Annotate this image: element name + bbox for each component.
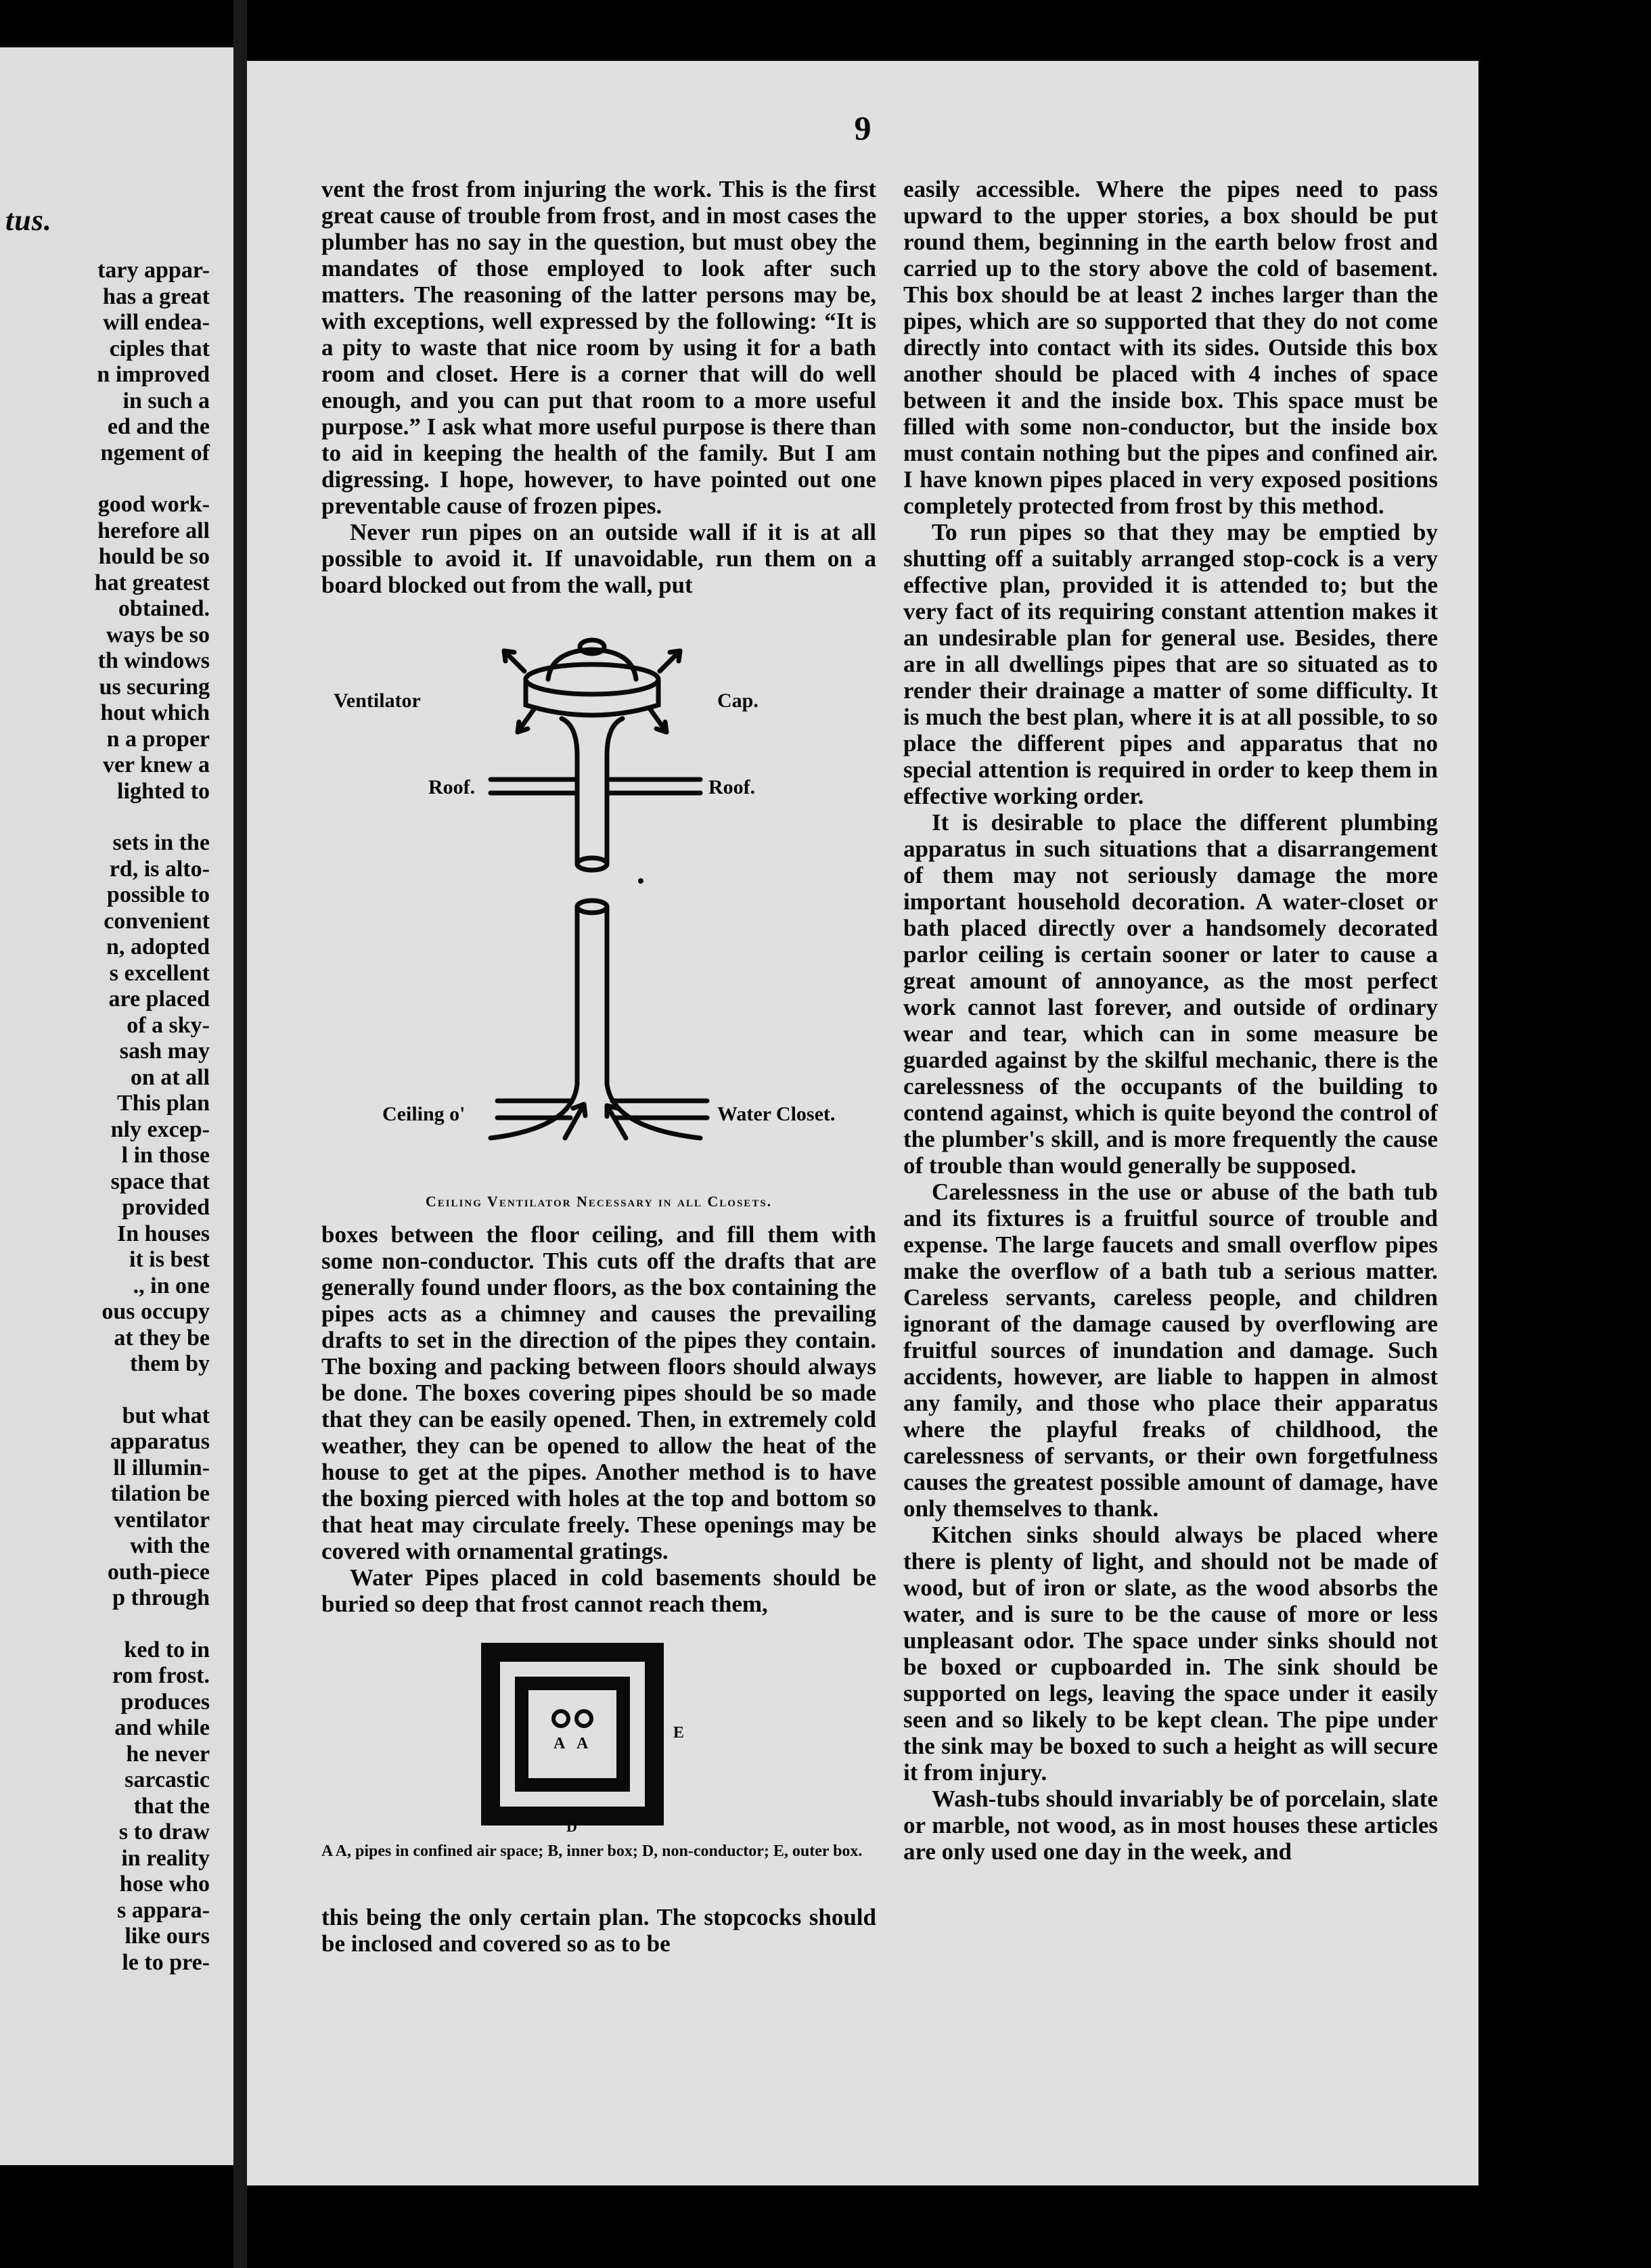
left-text-line: rom frost. [112,1663,210,1688]
left-lines [0,258,230,1976]
left-text-line: ed and the [107,414,210,439]
left-text-line: s appara- [117,1897,210,1923]
label-ceiling: Ceiling o' [382,1103,466,1125]
left-text-line: possible to [106,882,210,907]
paragraph: vent the frost from injuring the work. This is the first great cause of trouble from frost, and in most cases the plumber has no say in the question, but must obey the mandates of those employed to look after such matters. The reasoning of the latter persons may be, with exceptions, well expressed by the following: “It is a pity to waste that nice room by using it for a bath room and closet. Here is a corner that will do well enough, and you can put that room to a more useful purpose.” I ask what more useful purpose is there than to aid in keeping the health of the family. But I am digressing. I hope, however, to have pointed out one preventable cause of frozen pipes. [321,176,876,519]
pipe-flare-left [491,1084,577,1138]
left-text-line: ll illumin- [113,1455,210,1480]
left-text-line: will endea- [103,310,210,335]
left-text-line: it is best [129,1247,210,1272]
label-water-closet: Water Closet. [717,1103,836,1125]
left-text-line: and while [114,1715,210,1740]
left-text-line: s to draw [118,1819,210,1844]
left-text-line: n, adopted [106,934,210,959]
label-e: E [673,1724,685,1742]
paragraph: Wash-tubs should invariably be of porcelain, slate or marble, not wood, as in most houses these articles are only used one day in the week, and [903,1786,1438,1865]
pipe-box-diagram [321,1636,876,1832]
label-a-left: A [553,1735,566,1752]
left-text-line: he never [126,1741,210,1767]
left-text-line: ciples that [109,336,210,361]
left-text-line: them by [129,1351,210,1376]
left-text-line: produces [120,1689,210,1715]
left-text-line: ked to in [124,1637,210,1662]
left-text-line: tilation be [110,1481,210,1506]
paragraph: boxes between the floor ceiling, and fill them with some non-conductor. This cuts off the drafts that are generally found under floors, as the box containing the pipes acts as a chimney and causes the prevailing drafts to set in the direction of the pipes they contain. The boxing and packing between floors should always be done. The boxes covering pipes should be so made that they can be easily opened. Then, in extremely cold weather, they can be opened to allow the heat of the house to get at the pipes. Another method is to have the boxing pierced with holes at the top and bottom so that heat may circulate freely. These openings may be covered with ornamental gratings. [321,1221,876,1564]
paragraph: Never run pipes on an outside wall if it is at all possible to avoid it. If unavoidable, run them on a board blocked out from the wall, put [321,519,876,598]
column-left [321,176,876,1957]
figure-caption: A A, pipes in confined air space; B, inner box; D, non-conductor; E, outer box. [321,1842,863,1860]
label-cap: Cap. [717,689,759,712]
paragraph: To run pipes so that they may be emptied by shutting off a suitably arranged stop-cock is a very effective plan, provided it is attended to; but the very fact of its requiring constant attention makes it an undesirable plan for general use. Besides, there are in all dwellings pipes that are so situated as to render their drainage a matter of some difficulty. It is much the best plan, where it is at all possible, to so place the different pipes and apparatus that no special attention is required in order to keep them in effective working order. [903,519,1438,809]
left-text-line: sash may [119,1039,210,1064]
page-number: 9 [854,109,872,147]
lower-pipe-end [577,901,607,913]
air-space [528,1690,616,1778]
left-text-line: like ours [125,1924,210,1949]
label-roof-left: Roof. [428,776,476,798]
neck-left [562,719,577,756]
line-gap [0,1378,230,1403]
line-gap [0,466,230,492]
cap-knob [580,640,604,654]
label-roof-right: Roof. [708,776,756,798]
left-text-line: ., in one [133,1273,210,1298]
left-text-line: n a proper [106,726,210,752]
left-text-line: ous occupy [101,1299,210,1324]
paragraph: Kitchen sinks should always be placed where there is plenty of light, and should not be made of wood, but of iron or slate, as the wood absorbs the water, and is sure to be the cause of more or less unpleasant odor. The space under sinks should not be boxed or cupboarded in. The sink should be supported on legs, leaving the space under it easily seen and so likely to be kept clean. The pipe under the sink may be boxed to such a height as will secure it from injury. [903,1522,1438,1786]
label-a-right: A [576,1735,589,1752]
left-text-line: rd, is alto- [109,856,210,882]
left-text-line: tary appar- [97,258,210,283]
left-text-line: ventilator [114,1507,210,1533]
figure-caption: Ceiling Ventilator Necessary in all Closets. [425,1193,773,1210]
ventilator-body [526,679,658,715]
left-text-line: hose who [119,1872,210,1897]
left-text-line: on at all [130,1064,210,1090]
left-column-fragment [0,47,230,1976]
left-text-line: ngement of [100,440,210,466]
left-text-line: at they be [114,1325,210,1351]
paragraph: Carelessness in the use or abuse of the bath tub and its fixtures is a fruitful source of trouble and expense. The large faucets and small overflow pipes make the overflow of a bath tub a serious matter. Careless servants, careless people, and children ignorant of the damage caused by overflowing are fruitful sources of inundation and damage. Such accidents, however, are liable to happen in almost any family, and those who place their apparatus where the playful freaks of childhood, the carelessness of servants, or their own forgetfulness causes the greatest possible amount of damage, have only themselves to thank. [903,1179,1438,1522]
left-text-line: In houses [116,1221,210,1246]
left-text-line: good work- [97,492,210,517]
paragraph: Water Pipes placed in cold basements should be buried so deep that frost cannot reach them, [321,1564,876,1617]
upper-pipe-end [577,858,607,870]
left-text-line: outh-piece [107,1559,210,1585]
left-text-line: p through [112,1585,210,1610]
left-text-line: convenient [104,908,210,934]
left-text-line: n improved [97,362,210,387]
ceiling-ventilator-figure [321,624,876,1185]
line-gap [0,1612,230,1637]
left-text-line: lighted to [117,778,210,804]
left-text-line: obtained. [118,596,210,621]
left-page-fragment [0,47,233,2165]
left-text-line: le to pre- [122,1949,210,1975]
paragraph: this being the only certain plan. The stopcocks should be inclosed and covered so as to be [321,1904,876,1957]
left-text-line: space that [110,1169,210,1194]
left-text-line: provided [122,1195,210,1220]
left-text-line: hat greatest [94,570,210,595]
left-text-line: hout which [100,700,210,725]
left-text-line: sarcastic [125,1767,210,1792]
column-right [903,176,1438,1865]
left-text-line: us securing [99,674,210,700]
label-ventilator: Ventilator [334,689,421,712]
left-heading-fragment: tus. [5,204,52,237]
left-text-line: th windows [97,648,210,673]
left-text-line: s excellent [109,960,210,986]
book-gutter [233,0,247,2268]
left-text-line: apparatus [110,1429,210,1454]
paragraph: easily accessible. Where the pipes need to pass upward to the upper stories, a box should be put round them, beginning in the earth below frost and carried up to the story above the cold of basement. This box should be at least 2 inches larger than the pipes, which are so supported that they do not come directly into contact with its sides. Outside this box another should be placed with 4 inches of space between it and the inside box. This space must be filled with some non-conductor, but the inside box must contain nothing but the pipes and confined air. I have known pipes placed in very exposed positions completely protected from frost by this method. [903,176,1438,519]
left-text-line: nly excep- [110,1116,210,1142]
left-text-line: in reality [121,1845,210,1871]
left-text-line: sets in the [112,830,210,855]
left-text-line: has a great [102,284,210,309]
cap-rim [526,664,658,694]
left-text-line: herefore all [97,518,210,543]
left-text-line: This plan [116,1091,210,1116]
right-page [247,61,1478,2185]
line-gap [0,804,230,830]
left-text-line: l in those [121,1143,210,1168]
left-text-line: ways be so [106,622,210,648]
paragraph: It is desirable to place the different plumbing apparatus in such situations that a disarrangement of them may not seriously damage the more important household decoration. A water-closet or bath placed directly over a handsomely decorated parlor ceiling is certain sooner or later to cause a great amount of annoyance, as the most perfect work cannot last forever, and outside of ordinary wear and tear, which can in some measure be guarded against by the skilful mechanic, there is the carelessness of the occupants of the building to contend against, which is quite beyond the control of the plumber's skill, and is more frequently the cause of trouble than would generally be supposed. [903,809,1438,1179]
label-d: D [566,1818,577,1835]
left-text-line: that the [133,1793,210,1819]
left-text-line: ver knew a [102,752,210,777]
left-text-line: hould be so [98,544,210,569]
left-text-line: of a sky- [127,1012,210,1038]
left-text-line: with the [129,1533,210,1558]
left-text-line: are placed [108,986,210,1012]
pipe-box-figure [321,1636,876,1835]
left-text-line: but what [122,1403,210,1428]
left-text-line: in such a [122,388,210,413]
